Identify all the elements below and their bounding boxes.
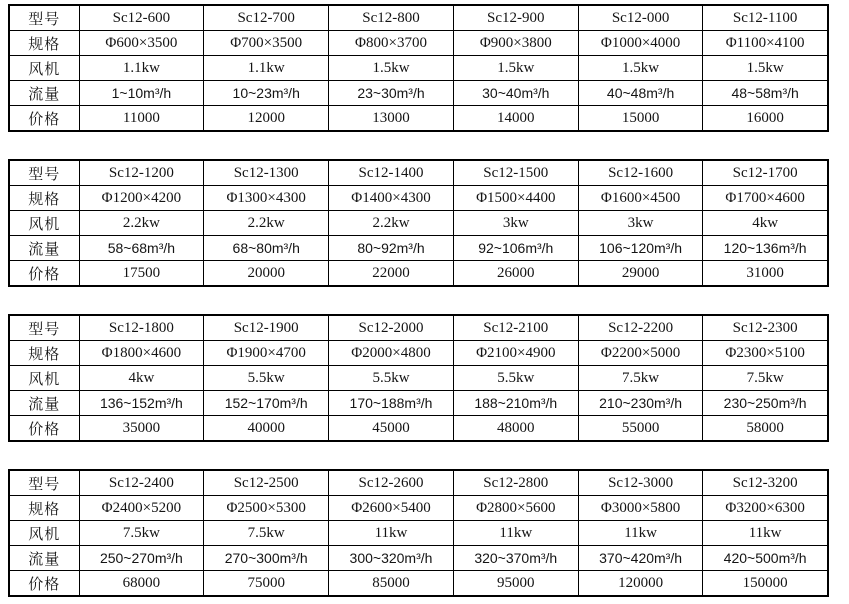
row-label: 价格	[9, 106, 79, 132]
price-cell: 95000	[453, 571, 578, 597]
price-cell: 13000	[329, 106, 454, 132]
flow-cell: 152~170m³/h	[204, 391, 329, 416]
spec-cell: Φ1700×4600	[703, 186, 828, 211]
row-label: 流量	[9, 391, 79, 416]
table-row-price	[9, 571, 828, 597]
flow-cell: 40~48m³/h	[578, 81, 703, 106]
flow-cell: 300~320m³/h	[329, 546, 454, 571]
model-cell: Sc12-2800	[453, 470, 578, 496]
table-row-price	[9, 106, 828, 132]
model-cell: Sc12-1400	[329, 160, 454, 186]
spec-table-3	[8, 314, 829, 442]
model-cell: Sc12-2600	[329, 470, 454, 496]
price-cell: 15000	[578, 106, 703, 132]
fan-cell: 2.2kw	[79, 211, 204, 236]
spec-cell: Φ3200×6300	[703, 496, 828, 521]
model-cell: Sc12-1900	[204, 315, 329, 341]
table-row-flow	[9, 236, 828, 261]
row-label: 规格	[9, 186, 79, 211]
spec-cell: Φ1600×4500	[578, 186, 703, 211]
row-label: 价格	[9, 416, 79, 442]
table-row-spec	[9, 186, 828, 211]
model-cell: Sc12-1300	[204, 160, 329, 186]
price-cell: 16000	[703, 106, 828, 132]
model-cell: Sc12-2000	[329, 315, 454, 341]
row-label: 价格	[9, 571, 79, 597]
price-cell: 75000	[204, 571, 329, 597]
row-label: 风机	[9, 56, 79, 81]
spec-cell: Φ2200×5000	[578, 341, 703, 366]
model-cell: Sc12-2200	[578, 315, 703, 341]
model-cell: Sc12-1800	[79, 315, 204, 341]
price-cell: 26000	[453, 261, 578, 287]
row-label: 型号	[9, 315, 79, 341]
table-row-flow	[9, 391, 828, 416]
fan-cell: 11kw	[703, 521, 828, 546]
table-row-spec	[9, 496, 828, 521]
price-cell: 48000	[453, 416, 578, 442]
spec-table-1	[8, 4, 829, 132]
spec-cell: Φ1300×4300	[204, 186, 329, 211]
spec-cell: Φ1500×4400	[453, 186, 578, 211]
spec-cell: Φ2500×5300	[204, 496, 329, 521]
table-row-price	[9, 416, 828, 442]
table-row-model	[9, 160, 828, 186]
price-cell: 120000	[578, 571, 703, 597]
fan-cell: 7.5kw	[578, 366, 703, 391]
table-row-model	[9, 315, 828, 341]
row-label: 型号	[9, 5, 79, 31]
model-cell: Sc12-2100	[453, 315, 578, 341]
model-cell: Sc12-900	[453, 5, 578, 31]
fan-cell: 1.5kw	[329, 56, 454, 81]
spec-cell: Φ3000×5800	[578, 496, 703, 521]
table-row-spec	[9, 31, 828, 56]
spec-cell: Φ1400×4300	[329, 186, 454, 211]
price-cell: 55000	[578, 416, 703, 442]
flow-cell: 30~40m³/h	[453, 81, 578, 106]
flow-cell: 230~250m³/h	[703, 391, 828, 416]
spec-cell: Φ1800×4600	[79, 341, 204, 366]
fan-cell: 5.5kw	[329, 366, 454, 391]
row-label: 风机	[9, 521, 79, 546]
flow-cell: 92~106m³/h	[453, 236, 578, 261]
price-cell: 11000	[79, 106, 204, 132]
price-cell: 40000	[204, 416, 329, 442]
flow-cell: 1~10m³/h	[79, 81, 204, 106]
flow-cell: 48~58m³/h	[703, 81, 828, 106]
spec-cell: Φ2600×5400	[329, 496, 454, 521]
model-cell: Sc12-000	[578, 5, 703, 31]
model-cell: Sc12-1200	[79, 160, 204, 186]
model-cell: Sc12-2400	[79, 470, 204, 496]
row-label: 型号	[9, 160, 79, 186]
fan-cell: 4kw	[703, 211, 828, 236]
fan-cell: 11kw	[453, 521, 578, 546]
spec-cell: Φ1900×4700	[204, 341, 329, 366]
model-cell: Sc12-3200	[703, 470, 828, 496]
row-label: 流量	[9, 81, 79, 106]
fan-cell: 2.2kw	[329, 211, 454, 236]
spec-cell: Φ2800×5600	[453, 496, 578, 521]
spec-cell: Φ2000×4800	[329, 341, 454, 366]
fan-cell: 7.5kw	[703, 366, 828, 391]
spec-cell: Φ800×3700	[329, 31, 454, 56]
price-cell: 29000	[578, 261, 703, 287]
spec-cell: Φ700×3500	[204, 31, 329, 56]
spec-cell: Φ600×3500	[79, 31, 204, 56]
flow-cell: 188~210m³/h	[453, 391, 578, 416]
flow-cell: 370~420m³/h	[578, 546, 703, 571]
spec-cell: Φ2100×4900	[453, 341, 578, 366]
price-cell: 45000	[329, 416, 454, 442]
model-cell: Sc12-1100	[703, 5, 828, 31]
fan-cell: 3kw	[453, 211, 578, 236]
flow-cell: 106~120m³/h	[578, 236, 703, 261]
price-cell: 150000	[703, 571, 828, 597]
flow-cell: 170~188m³/h	[329, 391, 454, 416]
table-row-price	[9, 261, 828, 287]
flow-cell: 270~300m³/h	[204, 546, 329, 571]
flow-cell: 136~152m³/h	[79, 391, 204, 416]
price-cell: 35000	[79, 416, 204, 442]
fan-cell: 4kw	[79, 366, 204, 391]
fan-cell: 5.5kw	[453, 366, 578, 391]
flow-cell: 10~23m³/h	[204, 81, 329, 106]
price-cell: 22000	[329, 261, 454, 287]
price-cell: 31000	[703, 261, 828, 287]
model-cell: Sc12-1700	[703, 160, 828, 186]
spec-cell: Φ900×3800	[453, 31, 578, 56]
row-label: 价格	[9, 261, 79, 287]
table-row-fan	[9, 211, 828, 236]
fan-cell: 7.5kw	[79, 521, 204, 546]
price-cell: 17500	[79, 261, 204, 287]
fan-cell: 11kw	[578, 521, 703, 546]
price-cell: 58000	[703, 416, 828, 442]
table-row-fan	[9, 521, 828, 546]
fan-cell: 2.2kw	[204, 211, 329, 236]
model-cell: Sc12-800	[329, 5, 454, 31]
price-cell: 20000	[204, 261, 329, 287]
flow-cell: 68~80m³/h	[204, 236, 329, 261]
flow-cell: 58~68m³/h	[79, 236, 204, 261]
table-row-flow	[9, 81, 828, 106]
row-label: 规格	[9, 496, 79, 521]
row-label: 流量	[9, 236, 79, 261]
model-cell: Sc12-600	[79, 5, 204, 31]
spec-table-4	[8, 469, 829, 597]
model-cell: Sc12-700	[204, 5, 329, 31]
fan-cell: 7.5kw	[204, 521, 329, 546]
table-row-fan	[9, 56, 828, 81]
price-cell: 68000	[79, 571, 204, 597]
spec-cell: Φ1200×4200	[79, 186, 204, 211]
table-row-model	[9, 5, 828, 31]
fan-cell: 1.1kw	[79, 56, 204, 81]
flow-cell: 250~270m³/h	[79, 546, 204, 571]
flow-cell: 23~30m³/h	[329, 81, 454, 106]
model-cell: Sc12-2300	[703, 315, 828, 341]
spec-table-2	[8, 159, 829, 287]
table-row-model	[9, 470, 828, 496]
table-row-fan	[9, 366, 828, 391]
fan-cell: 1.5kw	[578, 56, 703, 81]
table-row-flow	[9, 546, 828, 571]
table-row-spec	[9, 341, 828, 366]
fan-cell: 11kw	[329, 521, 454, 546]
spec-cell: Φ1100×4100	[703, 31, 828, 56]
flow-cell: 80~92m³/h	[329, 236, 454, 261]
row-label: 规格	[9, 341, 79, 366]
row-label: 规格	[9, 31, 79, 56]
price-cell: 85000	[329, 571, 454, 597]
row-label: 型号	[9, 470, 79, 496]
fan-cell: 1.5kw	[453, 56, 578, 81]
price-cell: 12000	[204, 106, 329, 132]
spec-cell: Φ1000×4000	[578, 31, 703, 56]
fan-cell: 1.5kw	[703, 56, 828, 81]
spec-cell: Φ2400×5200	[79, 496, 204, 521]
fan-cell: 1.1kw	[204, 56, 329, 81]
spec-cell: Φ2300×5100	[703, 341, 828, 366]
row-label: 风机	[9, 211, 79, 236]
flow-cell: 320~370m³/h	[453, 546, 578, 571]
price-cell: 14000	[453, 106, 578, 132]
model-cell: Sc12-2500	[204, 470, 329, 496]
fan-cell: 3kw	[578, 211, 703, 236]
row-label: 风机	[9, 366, 79, 391]
flow-cell: 420~500m³/h	[703, 546, 828, 571]
flow-cell: 210~230m³/h	[578, 391, 703, 416]
fan-cell: 5.5kw	[204, 366, 329, 391]
row-label: 流量	[9, 546, 79, 571]
model-cell: Sc12-1600	[578, 160, 703, 186]
flow-cell: 120~136m³/h	[703, 236, 828, 261]
model-cell: Sc12-3000	[578, 470, 703, 496]
model-cell: Sc12-1500	[453, 160, 578, 186]
